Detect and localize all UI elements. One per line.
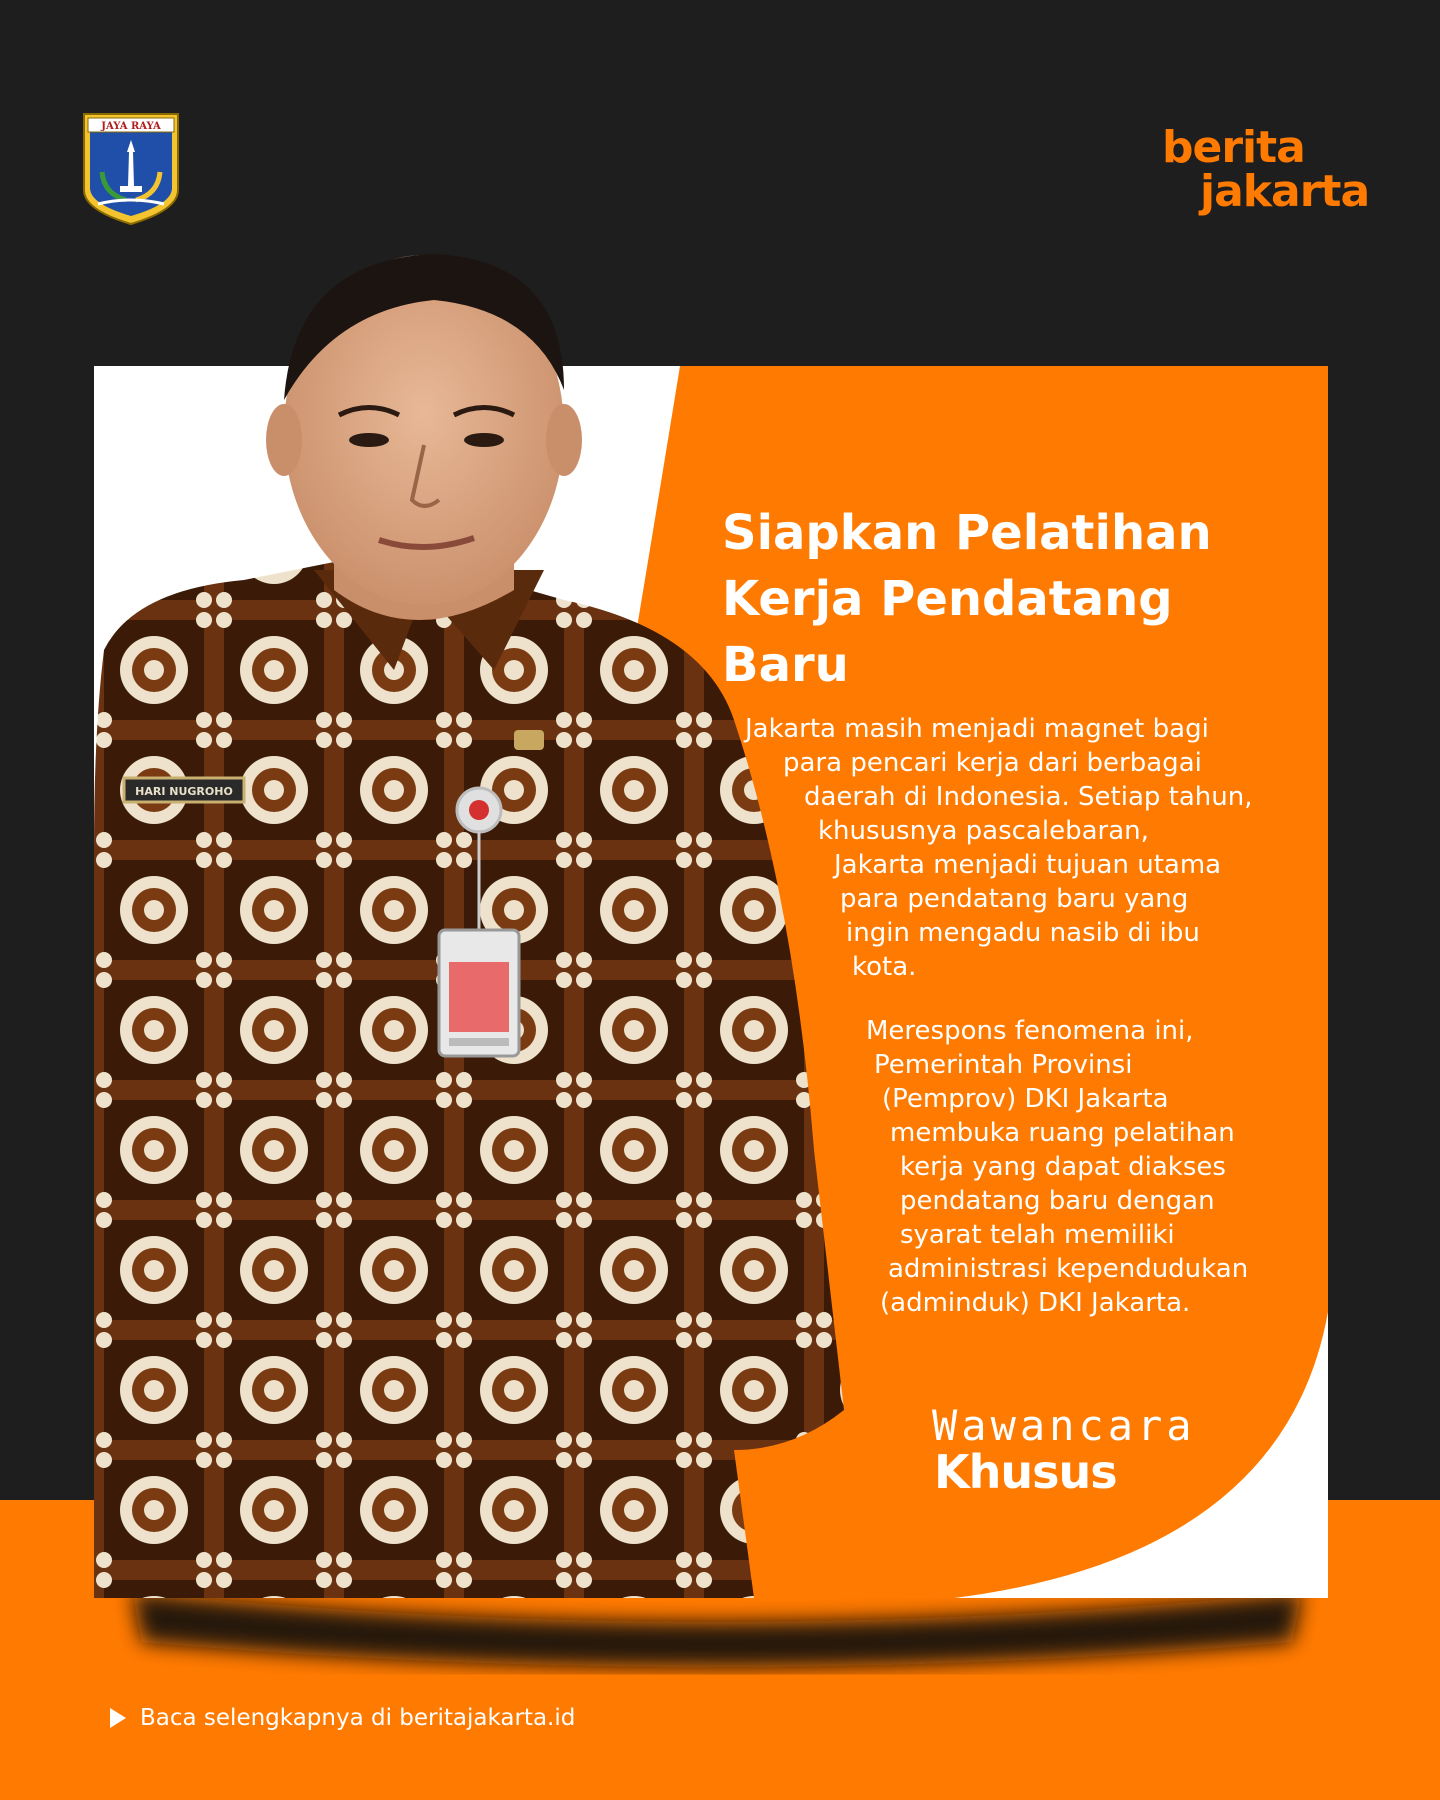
- paragraph2-line: syarat telah memiliki: [900, 1220, 1175, 1250]
- read-more-text: Baca selengkapnya di beritajakarta.id: [140, 1705, 576, 1731]
- paragraph1-line: Jakarta menjadi tujuan utama: [834, 850, 1222, 880]
- name-tag-text: HARI NUGROHO: [135, 785, 233, 798]
- paragraph2-line: administrasi kependudukan: [888, 1254, 1249, 1284]
- seal-text: JAYA RAYA: [101, 121, 161, 132]
- brand-line-2: jakarta: [1200, 166, 1370, 217]
- paragraph1-line: ingin mengadu nasib di ibu: [846, 918, 1200, 948]
- portrait-photo: [94, 250, 894, 1598]
- badge-khusus: Khusus: [934, 1445, 1117, 1499]
- jakarta-seal-logo: [80, 112, 182, 226]
- paragraph2-line: Merespons fenomena ini,: [866, 1016, 1194, 1046]
- paragraph1-line: para pendatang baru yang: [840, 884, 1189, 914]
- paragraph2-line: Pemerintah Provinsi: [874, 1050, 1133, 1080]
- paragraph1-line: para pencari kerja dari berbagai: [783, 748, 1202, 778]
- brand-line-1: berita: [1162, 122, 1305, 173]
- read-more-link[interactable]: [110, 1702, 575, 1734]
- paragraph2-line: pendatang baru dengan: [900, 1186, 1215, 1216]
- paragraph2-line: kerja yang dapat diakses: [900, 1152, 1226, 1182]
- paragraph2-line: (adminduk) DKI Jakarta.: [880, 1288, 1191, 1318]
- paragraph1-line: daerah di Indonesia. Setiap tahun,: [804, 782, 1253, 812]
- paragraph2-line: (Pemprov) DKI Jakarta: [882, 1084, 1169, 1114]
- paragraph1-line: khususnya pascalebaran,: [818, 816, 1149, 846]
- paragraph2-line: membuka ruang pelatihan: [890, 1118, 1235, 1148]
- beritajakarta-logo: [1162, 122, 1372, 226]
- article-headline: Siapkan Pelatihan Kerja Pendatang Baru: [722, 505, 1212, 693]
- paragraph1-line: Jakarta masih menjadi magnet bagi: [745, 714, 1209, 744]
- play-icon: [110, 1708, 126, 1728]
- paragraph1-line: kota.: [852, 952, 917, 982]
- badge-wawancara: Wawancara: [932, 1401, 1196, 1450]
